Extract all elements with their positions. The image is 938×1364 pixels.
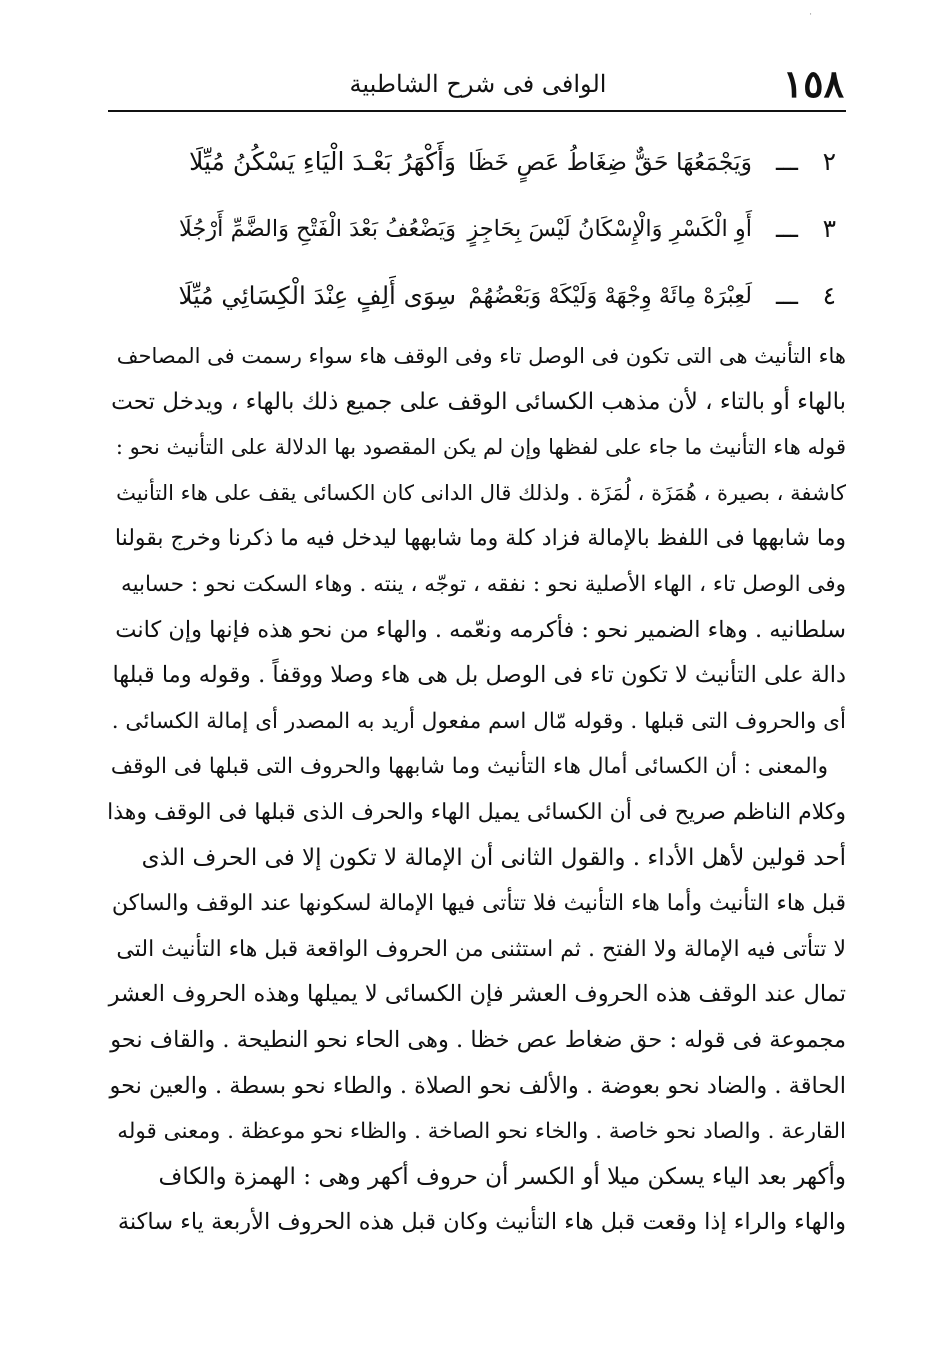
text-line: بالهاء أو بالتاء ، لأن مذهب الكسائى الوقف على جميع ذلك بالهاء ، ويدخل تحت	[111, 388, 846, 415]
verse-first-hemistich: وَيَجْمَعُهَا حَقٌّ ضِغَاطُ عَصٍ خَظَا	[468, 148, 752, 176]
text-line: القارعة . والصاد نحو خاصة . والخاء نحو الصاخة . والظاء نحو موعظة . ومعنى قوله	[117, 1119, 846, 1145]
text-line: قبل هاء التأنيث وأما هاء التأنيث فلا تتأتى فيها الإمالة لسكونها عند الوقف والساكن	[111, 891, 846, 917]
text-line: وأكهر بعد الياء يسكن ميلا أو الكسر أن حروف أكهر وهى : الهمزة والكاف	[158, 1163, 846, 1190]
verse-dash: ـــ	[776, 147, 798, 176]
verse-line	[150, 128, 840, 195]
text-line: والهاء والراء إذا وقعت قبل هاء التأنيث وكان قبل هذه الحروف الأربعة ياء ساكنة	[117, 1209, 846, 1236]
verse-block	[150, 128, 840, 329]
text-line: مجموعة فى قوله : حق ضغاط عص خظا . وهى الحاء نحو النطيحة . والقاف نحو	[110, 1026, 846, 1053]
text-line: قوله هاء التأنيث ما جاء على لفظها وإن لم يكن المقصود بها الدلالة على التأنيث نحو :	[115, 435, 846, 460]
text-line: أى والحروف التى قبلها . وقوله مّال اسم مفعول أريد به المصدر أى إمالة الكسائى .	[111, 708, 846, 734]
text-line: أحد قولين لأهل الأداء . والقول الثانى أن الإمالة لا تكون إلا فى الحرف الذى	[141, 844, 846, 871]
page-number: ١٥٨	[782, 61, 844, 106]
text-line: دالة على التأنيث لا تكون تاء فى الوصل بل هى هاء وصلا ووقفاً . وقوله وما قبلها	[112, 662, 846, 689]
verse-second-hemistich: وَيَضْعُفُ بَعْدَ الْفَتْحِ وَالضَّمِّ أَرْجُلَا	[178, 216, 456, 242]
verse-first-hemistich: أَوِ الْكَسْرِ وَالْإِسْكَانُ لَيْسَ بِحَاجِزٍ	[467, 216, 752, 242]
text-line: تمال عند الوقف هذه الحروف العشر فإن الكسائى لا يميلها وهذه الحروف العشر	[108, 981, 846, 1008]
verse-dash: ـــ	[776, 214, 798, 243]
verse-number: ٢	[822, 147, 836, 176]
commentary-text	[106, 334, 846, 1246]
running-title: الوافى فى شرح الشاطبية	[349, 70, 607, 98]
text-line: كاشفة ، بصيرة ، هُمَزَة ، لُمَزَة . ولذلك قال الدانى كان الكسائى يقف على هاء التأنيث	[116, 480, 846, 505]
verse-line	[150, 195, 840, 262]
verse-number: ٣	[822, 214, 836, 243]
page-header	[108, 62, 848, 106]
text-line: هاء التأنيث هى التى تكون فى الوصل تاء وفى الوقف هاء سواء رسمت فى المصاحف	[116, 344, 846, 368]
verse-second-hemistich: وَأَكْهَرُ بَعْـدَ الْيَاءِ يَسْكُنُ مُيِّلَا	[189, 147, 456, 176]
text-line: الحاقة . والضاد نحو بعوضة . والألف نحو الصلاة . والطاء نحو بسطة . والعين نحو	[109, 1072, 846, 1099]
header-rule	[108, 110, 846, 112]
paper-speck: ·	[809, 10, 812, 20]
text-line: وما شابهها فى اللفظ بالإمالة فزاد كلة وما شابهها ليدخل فيه ما ذكرنا وخرج بقولنا	[114, 526, 846, 552]
text-line: سلطانيه . وهاء الضمير نحو : فأكرمه ونعّمه . والهاء من نحو هذه فإنها وإن كانت	[115, 616, 846, 643]
text-line: وكلام الناظم صريح فى أن الكسائى يميل الهاء والحرف الذى قبلها فى الوقف وهذا	[107, 799, 846, 825]
verse-line	[150, 262, 840, 329]
verse-second-hemistich: سِوَى أَلِفٍ عِنْدَ الْكِسَائِي مُيِّلَا	[178, 281, 456, 310]
text-line: والمعنى : أن الكسائى أمال هاء التأنيث وما شابهها والحروف التى قبلها فى الوقف	[110, 754, 828, 780]
text-line: وفى الوصل تاء ، الهاء الأصلية نحو : نفقه ، توجّه ، ينته . وهاء السكت نحو : حسابيه	[121, 571, 846, 597]
verse-dash: ـــ	[776, 281, 798, 310]
verse-number: ٤	[822, 281, 836, 310]
text-line: لا تتأتى فيه الإمالة ولا الفتح . ثم استثنى من الحروف الواقعة قبل هاء التأنيث التى	[116, 936, 846, 962]
verse-first-hemistich: لَعِبْرَهْ مِائَهْ وِجْهَهْ وَلَيْكَهْ وَبَعْضُهُمْ	[468, 283, 752, 309]
